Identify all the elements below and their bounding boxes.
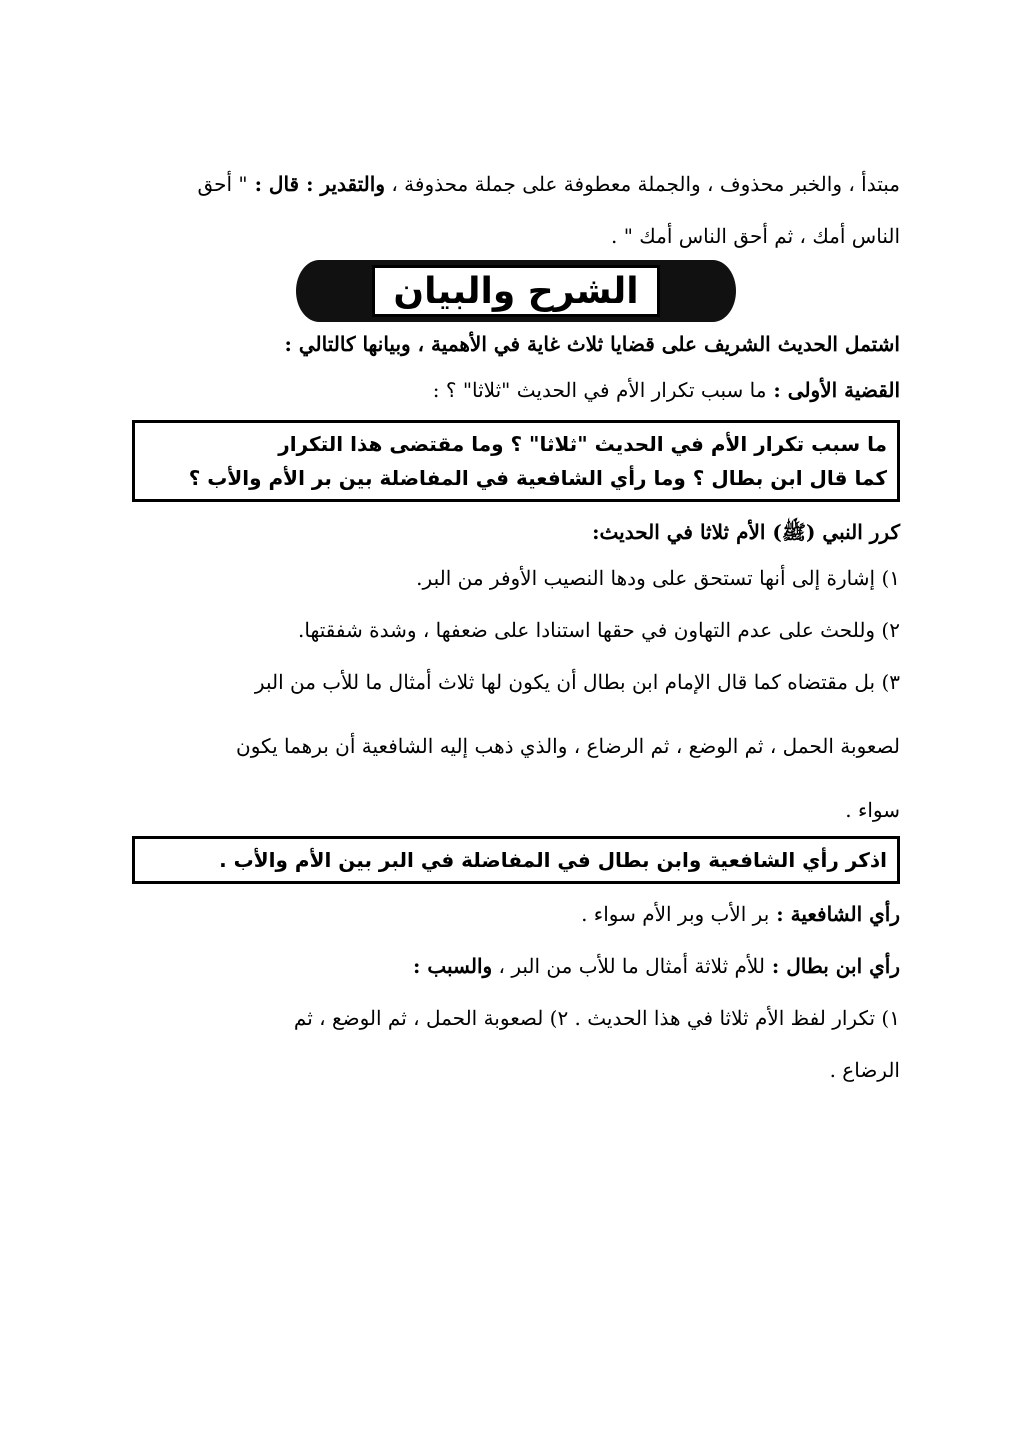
question-box-1 <box>132 420 900 502</box>
point-3-end: سواء . <box>845 798 900 822</box>
issue-1-label: القضية الأولى : <box>766 378 900 402</box>
point-3: ٣) بل مقتضاه كما قال الإمام ابن بطال أن يكون لها ثلاث أمثال ما للأب من البر <box>254 670 900 694</box>
points-list <box>132 548 900 826</box>
ibn-battal-opinion <box>132 950 900 982</box>
intro-line-1 <box>132 168 900 200</box>
intro-text: مبتدأ ، والخبر محذوف ، والجملة معطوفة على جملة محذوفة ، <box>385 172 900 196</box>
intro-line-2: الناس أمك ، ثم أحق الناس أمك " . <box>611 224 900 248</box>
shafii-opinion <box>132 898 900 930</box>
reason-label: والسبب : <box>413 954 493 978</box>
title-banner <box>296 260 736 322</box>
question-box-1-line-2: كما قال ابن بطال ؟ وما رأي الشافعية في المفاضلة بين بر الأم والأب ؟ <box>188 466 887 490</box>
reasons-line-1: ١) تكرار لفظ الأم ثلاثا في هذا الحديث . ٢) لصعوبة الحمل ، ثم الوضع ، ثم <box>293 1006 900 1030</box>
question-box-1-line-1: ما سبب تكرار الأم في الحديث "ثلاثا" ؟ وما مقتضى هذا التكرار <box>278 432 887 456</box>
issue-1-line <box>132 374 900 406</box>
intro-quote: " أحق <box>197 172 248 196</box>
intro-bold: والتقدير : قال : <box>247 172 385 196</box>
point-2: ٢) وللحث على عدم التهاون في حقها استنادا على ضعفها ، وشدة شفقتها. <box>298 618 900 642</box>
reasons-line-2: الرضاع . <box>829 1058 900 1082</box>
shafii-label: رأي الشافعية : <box>769 902 900 926</box>
title-banner-wrap <box>132 260 900 322</box>
question-box-2: اذكر رأي الشافعية وابن بطال في المفاضلة في البر بين الأم والأب . <box>132 836 900 884</box>
section-heading: اشتمل الحديث الشريف على قضايا ثلاث غاية في الأهمية ، وبيانها كالتالي : <box>284 332 900 356</box>
repeat-heading: كرر النبي (ﷺ) الأم ثلاثا في الحديث: <box>592 520 900 544</box>
banner-title: الشرح والبيان <box>372 265 659 317</box>
point-3-cont: لصعوبة الحمل ، ثم الوضع ، ثم الرضاع ، والذي ذهب إليه الشافعية أن برهما يكون <box>236 734 900 758</box>
document-page <box>132 168 900 1086</box>
shafii-text: بر الأب وبر الأم سواء . <box>581 902 770 926</box>
ibn-battal-label: رأي ابن بطال : <box>764 954 900 978</box>
ibn-battal-text: للأم ثلاثة أمثال ما للأب من البر ، <box>492 954 765 978</box>
issue-1-text: ما سبب تكرار الأم في الحديث "ثلاثا" ؟ : <box>432 378 767 402</box>
point-1: ١) إشارة إلى أنها تستحق على ودها النصيب الأوفر من البر. <box>416 566 900 590</box>
